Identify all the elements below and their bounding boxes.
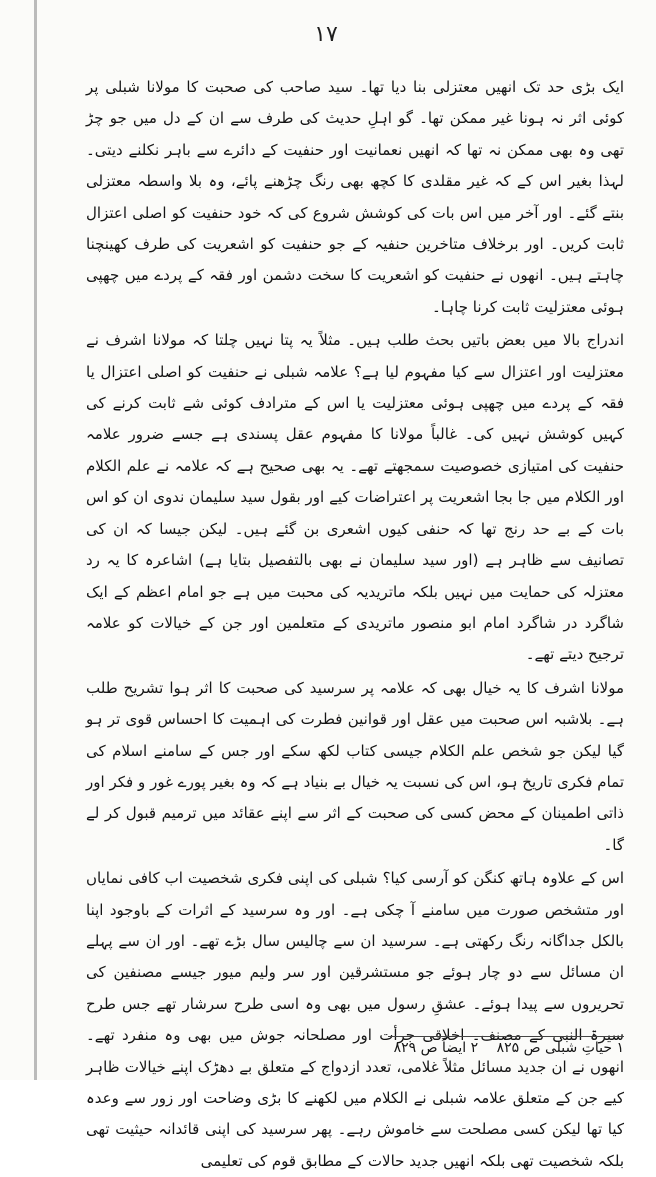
footnotes xyxy=(300,1040,624,1056)
page-number: ۱۷ xyxy=(314,22,338,47)
footnote-2: ۲ ایضاً ص ۸۲۹ xyxy=(393,1040,479,1056)
footnote-1: ۱ حیاتِ شبلی ص ۸۲۵ xyxy=(496,1040,624,1056)
paragraph-1: ایک بڑی حد تک انھیں معتزلی بنا دیا تھا۔ سید صاحب کی صحبت کا مولانا شبلی پر کوئی اثر نہ ہونا غیر ممکن تھا۔ گو اہلِ حدیث کی طرف سے ان کے دل میں جو چڑ تھی وہ بھی ممکن نہ تھا کہ انھیں نعمانیت اور حنفیت کے دائرے سے باہر نکلنے دیتی۔ لہذا بغیر اس کے کہ غیر مقلدی کا کچھ بھی رنگ چڑھنے پائے، وہ بلا واسطہ معتزلی بنتے گئے۔ اور آخر میں اس بات کی کوشش شروع کی کہ خود حنفیت کو اصلی اعتزال ثابت کریں۔ اور برخلاف متاخرین حنفیہ کے جو حنفیت کو اشعریت کی طرف کھینچنا چاہتے ہیں۔ انھوں نے حنفیت کو اشعریت کا سخت دشمن اور فقہ کے پردے میں چھپی ہوئی معتزلیت ثابت کرنا چاہا۔ xyxy=(86,78,624,316)
paragraph-4: اس کے علاوہ ہاتھ کنگن کو آرسی کیا؟ شبلی کی اپنی فکری شخصیت اب کافی نمایاں اور متشخص صورت میں سامنے آ چکی ہے۔ اور وہ سرسید کے اثرات کے باوجود اپنا بالکل جداگانہ رنگ رکھتی ہے۔ سرسید ان سے چالیس سال بڑے تھے۔ اور ان سے پہلے ان مسائل سے دو چار ہوئے جو مستشرقین اور سر ولیم میور جیسے مصنفین کی تحریروں سے پیدا ہوئے۔ عشقِ رسول میں بھی وہ اسی طرح سرشار تھے جس طرح سیرۃ النبی کے مصنف۔ اخلاقی جرأت اور مصلحانہ جوش میں بھی وہ منفرد تھے۔ انھوں نے ان جدید مسائل مثلاً غلامی، تعدد ازدواج کے متعلق بے دھڑک اپنے خیالات ظاہر کیے جن کے متعلق علامہ شبلی نے الکلام میں لکھنے کا بڑی وضاحت اور زور سے وعدہ کیا تھا لیکن کسی مصلحت سے خاموش رہے۔ پھر سرسید کی اپنی قائدانہ حیثیت تھی بلکہ شخصیت تھی بلکہ انھیں جدید حالات کے مطابق قوم کی تعلیمی xyxy=(86,869,624,1170)
paragraph-2: اندراج بالا میں بعض باتیں بحث طلب ہیں۔ مثلاً یہ پتا نہیں چلتا کہ مولانا اشرف نے معتزلیت اور اعتزال سے کیا مفہوم لیا ہے؟ علامہ شبلی نے حنفیت کو اصلی اعتزال یا فقہ کے پردے میں چھپی ہوئی معتزلیت یا اس کے مترادف کوئی شے ثابت کرنے کی کہیں کوشش نہیں کی۔ غالباً مولانا کا مفہوم عقل پسندی ہے جسے ضرور علامہ حنفیت کی امتیازی خصوصیت سمجھتے تھے۔ یہ بھی صحیح ہے کہ علامہ نے علم الکلام اور الکلام میں جا بجا اشعریت پر اعتراضات کیے اور بقول سید سلیمان ندوی ان کو اس بات کے بے حد رنج تھا کہ حنفی کیوں اشعری بن گئے ہیں۔ لیکن جیسا کہ ان کی تصانیف سے ظاہر ہے (اور سید سلیمان نے بھی بالتفصیل بتایا ہے) اشاعرہ کا یہ رد معتزلہ کی حمایت میں نہیں بلکہ ماتریدیہ کی محبت میں ہے جو امام اعظم کے ایک شاگرد در شاگرد امام ابو منصور ماتریدی کے متعلمین اور جن کے خیالات کو علامہ ترجیح دیتے تھے۔ xyxy=(86,331,624,664)
paragraph-3: مولانا اشرف کا یہ خیال بھی کہ علامہ پر سرسید کی صحبت کا اثر ہوا تشریح طلب ہے۔ بلاشبہ اس صحبت میں عقل اور قوانین فطرت کی اہمیت کا احساس قوی تر ہو گیا لیکن جو شخص علم الکلام جیسی کتاب لکھ سکے اور جس کے سامنے اسلام کی تمام فکری تاریخ ہو، اس کی نسبت یہ خیال بے بنیاد ہے کہ وہ بغیر پورے غور و فکر اور ذاتی اطمینان کے محض کسی کی صحبت کے اثر سے اپنے عقائد میں ترمیم قبول کر لے گا۔ xyxy=(86,678,624,854)
footnote-divider xyxy=(388,1036,624,1037)
binding-edge-line xyxy=(34,0,37,1080)
